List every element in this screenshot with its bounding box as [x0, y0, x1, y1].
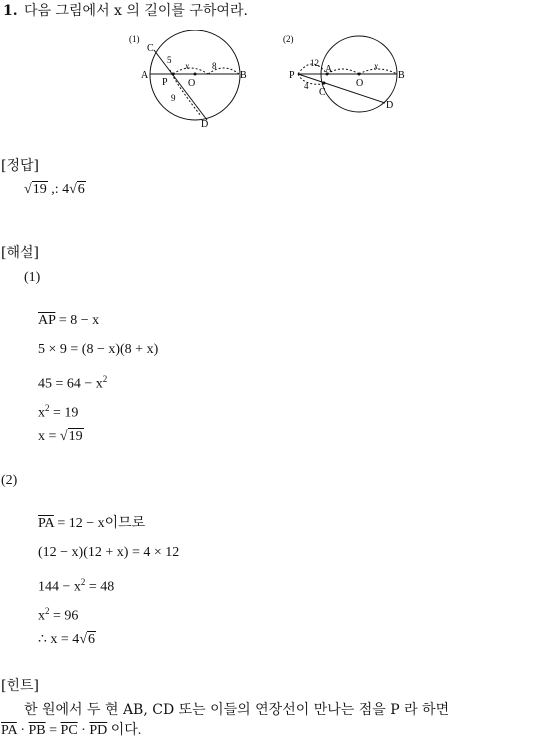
- line4-rest: = 19: [49, 405, 79, 421]
- fig1-len-pb: 8: [212, 61, 217, 71]
- sqrt-symbol: √: [24, 182, 32, 197]
- fig1-len-cp: 5: [167, 55, 172, 65]
- answer-separator: ,:: [47, 182, 63, 197]
- fig2-label-c: C: [319, 87, 326, 98]
- p2-line5-text: ∴ x = 4: [38, 632, 80, 647]
- p2-line3-exponent: 2: [80, 577, 86, 587]
- problem-number: 1.: [3, 3, 18, 19]
- answer-part2-rad: 6: [77, 182, 85, 197]
- segment-pd: $\overline{PD}$: [89, 723, 108, 738]
- answer-header: [정답]: [1, 158, 39, 174]
- segment-pc: $\overline{PC}$: [60, 723, 78, 738]
- solution-part2-label: (2): [1, 473, 18, 488]
- fig1-label-o: O: [188, 78, 196, 89]
- segment-pb: $\overline{PB}$: [28, 723, 46, 738]
- fig1-label-d: D: [201, 119, 209, 130]
- segment-pa: $\overline{PA}$: [38, 516, 54, 531]
- solution-line-5: [38, 429, 84, 445]
- fig1-len-pd: 9: [171, 93, 176, 103]
- solution-p2-line-5: [38, 632, 96, 648]
- hint-text: 한 원에서 두 현 AB, CD 또는 이들의 연장선이 만나는 점을 P 라 하면: [24, 702, 450, 718]
- line1-rest: = 8 − x: [55, 313, 100, 328]
- solution-p2-line-2: (12 − x)(12 + x) = 4 × 12: [38, 545, 180, 560]
- fig2-label-a: A: [325, 64, 333, 75]
- solution-header: [해설]: [1, 245, 39, 261]
- figure-2: [282, 30, 407, 115]
- hint-header: [힌트]: [1, 678, 39, 694]
- fig1-label-b: B: [240, 70, 247, 81]
- fig1-tag: (1): [129, 34, 140, 44]
- solution-line-3: [38, 371, 107, 393]
- line4-var: x: [38, 405, 45, 421]
- fig2-len-pc: 4: [304, 81, 309, 91]
- p2-line5-radicand: 6: [88, 632, 95, 647]
- p2-line4-var: x: [38, 608, 45, 624]
- p2-line3-text: 144 − x: [38, 579, 81, 595]
- p2-line4-rest: = 96: [49, 608, 79, 624]
- line3-exponent: 2: [102, 374, 108, 384]
- answer-part2-coef: 4: [62, 182, 70, 197]
- problem-text: 다음 그림에서 x 의 길이를 구하여라.: [24, 3, 248, 19]
- answer-line: [24, 182, 86, 198]
- line5-radicand: 19: [68, 429, 83, 444]
- solution-p2-line-4: [38, 603, 78, 625]
- solution-p2-line-1: [38, 516, 145, 532]
- fig1-label-a: A: [141, 70, 149, 81]
- dot-operator: ·: [16, 723, 29, 738]
- solution-line-2: 5 × 9 = (8 − x)(8 + x): [38, 342, 159, 357]
- sqrt-symbol: √: [79, 632, 87, 647]
- fig1-len-x: x: [185, 61, 189, 71]
- segment-pa: $\overline{PA}$: [1, 723, 17, 738]
- solution-p2-line-3: [38, 574, 114, 596]
- dot-operator: ·: [77, 723, 90, 738]
- fig2-label-p: P: [289, 70, 295, 81]
- fig1-label-p: P: [162, 77, 168, 88]
- p2-line4-exponent: 2: [45, 606, 50, 616]
- fig2-tag: (2): [283, 34, 294, 44]
- fig2-len-pa: 12: [310, 58, 319, 68]
- sqrt-symbol: √: [69, 182, 77, 197]
- sqrt-symbol: √: [59, 429, 68, 444]
- equals-sign: =: [45, 723, 61, 738]
- answer-part1: 19: [32, 182, 47, 197]
- line3-text: 45 = 64 − x: [38, 376, 103, 392]
- solution-part1-label: (1): [24, 270, 41, 285]
- solution-line-4: [38, 400, 78, 422]
- fig2-label-d: D: [386, 100, 394, 111]
- line4-exponent: 2: [45, 403, 50, 413]
- figure-1: [128, 30, 248, 130]
- fig2-label-o: O: [356, 78, 364, 89]
- hint-tail: 이다.: [107, 723, 142, 738]
- fig2-len-x: x: [374, 61, 378, 71]
- fig2-label-b: B: [398, 70, 405, 81]
- segment-ap: $\overline{AP}$: [38, 313, 56, 328]
- p2-line3-rest: = 48: [85, 579, 115, 595]
- hint-formula: [1, 723, 141, 739]
- fig1-label-c: C: [147, 43, 154, 54]
- line5-text: x =: [38, 429, 60, 444]
- p2-line1-rest: = 12 − x이므로: [53, 516, 146, 531]
- solution-line-1: [38, 313, 99, 329]
